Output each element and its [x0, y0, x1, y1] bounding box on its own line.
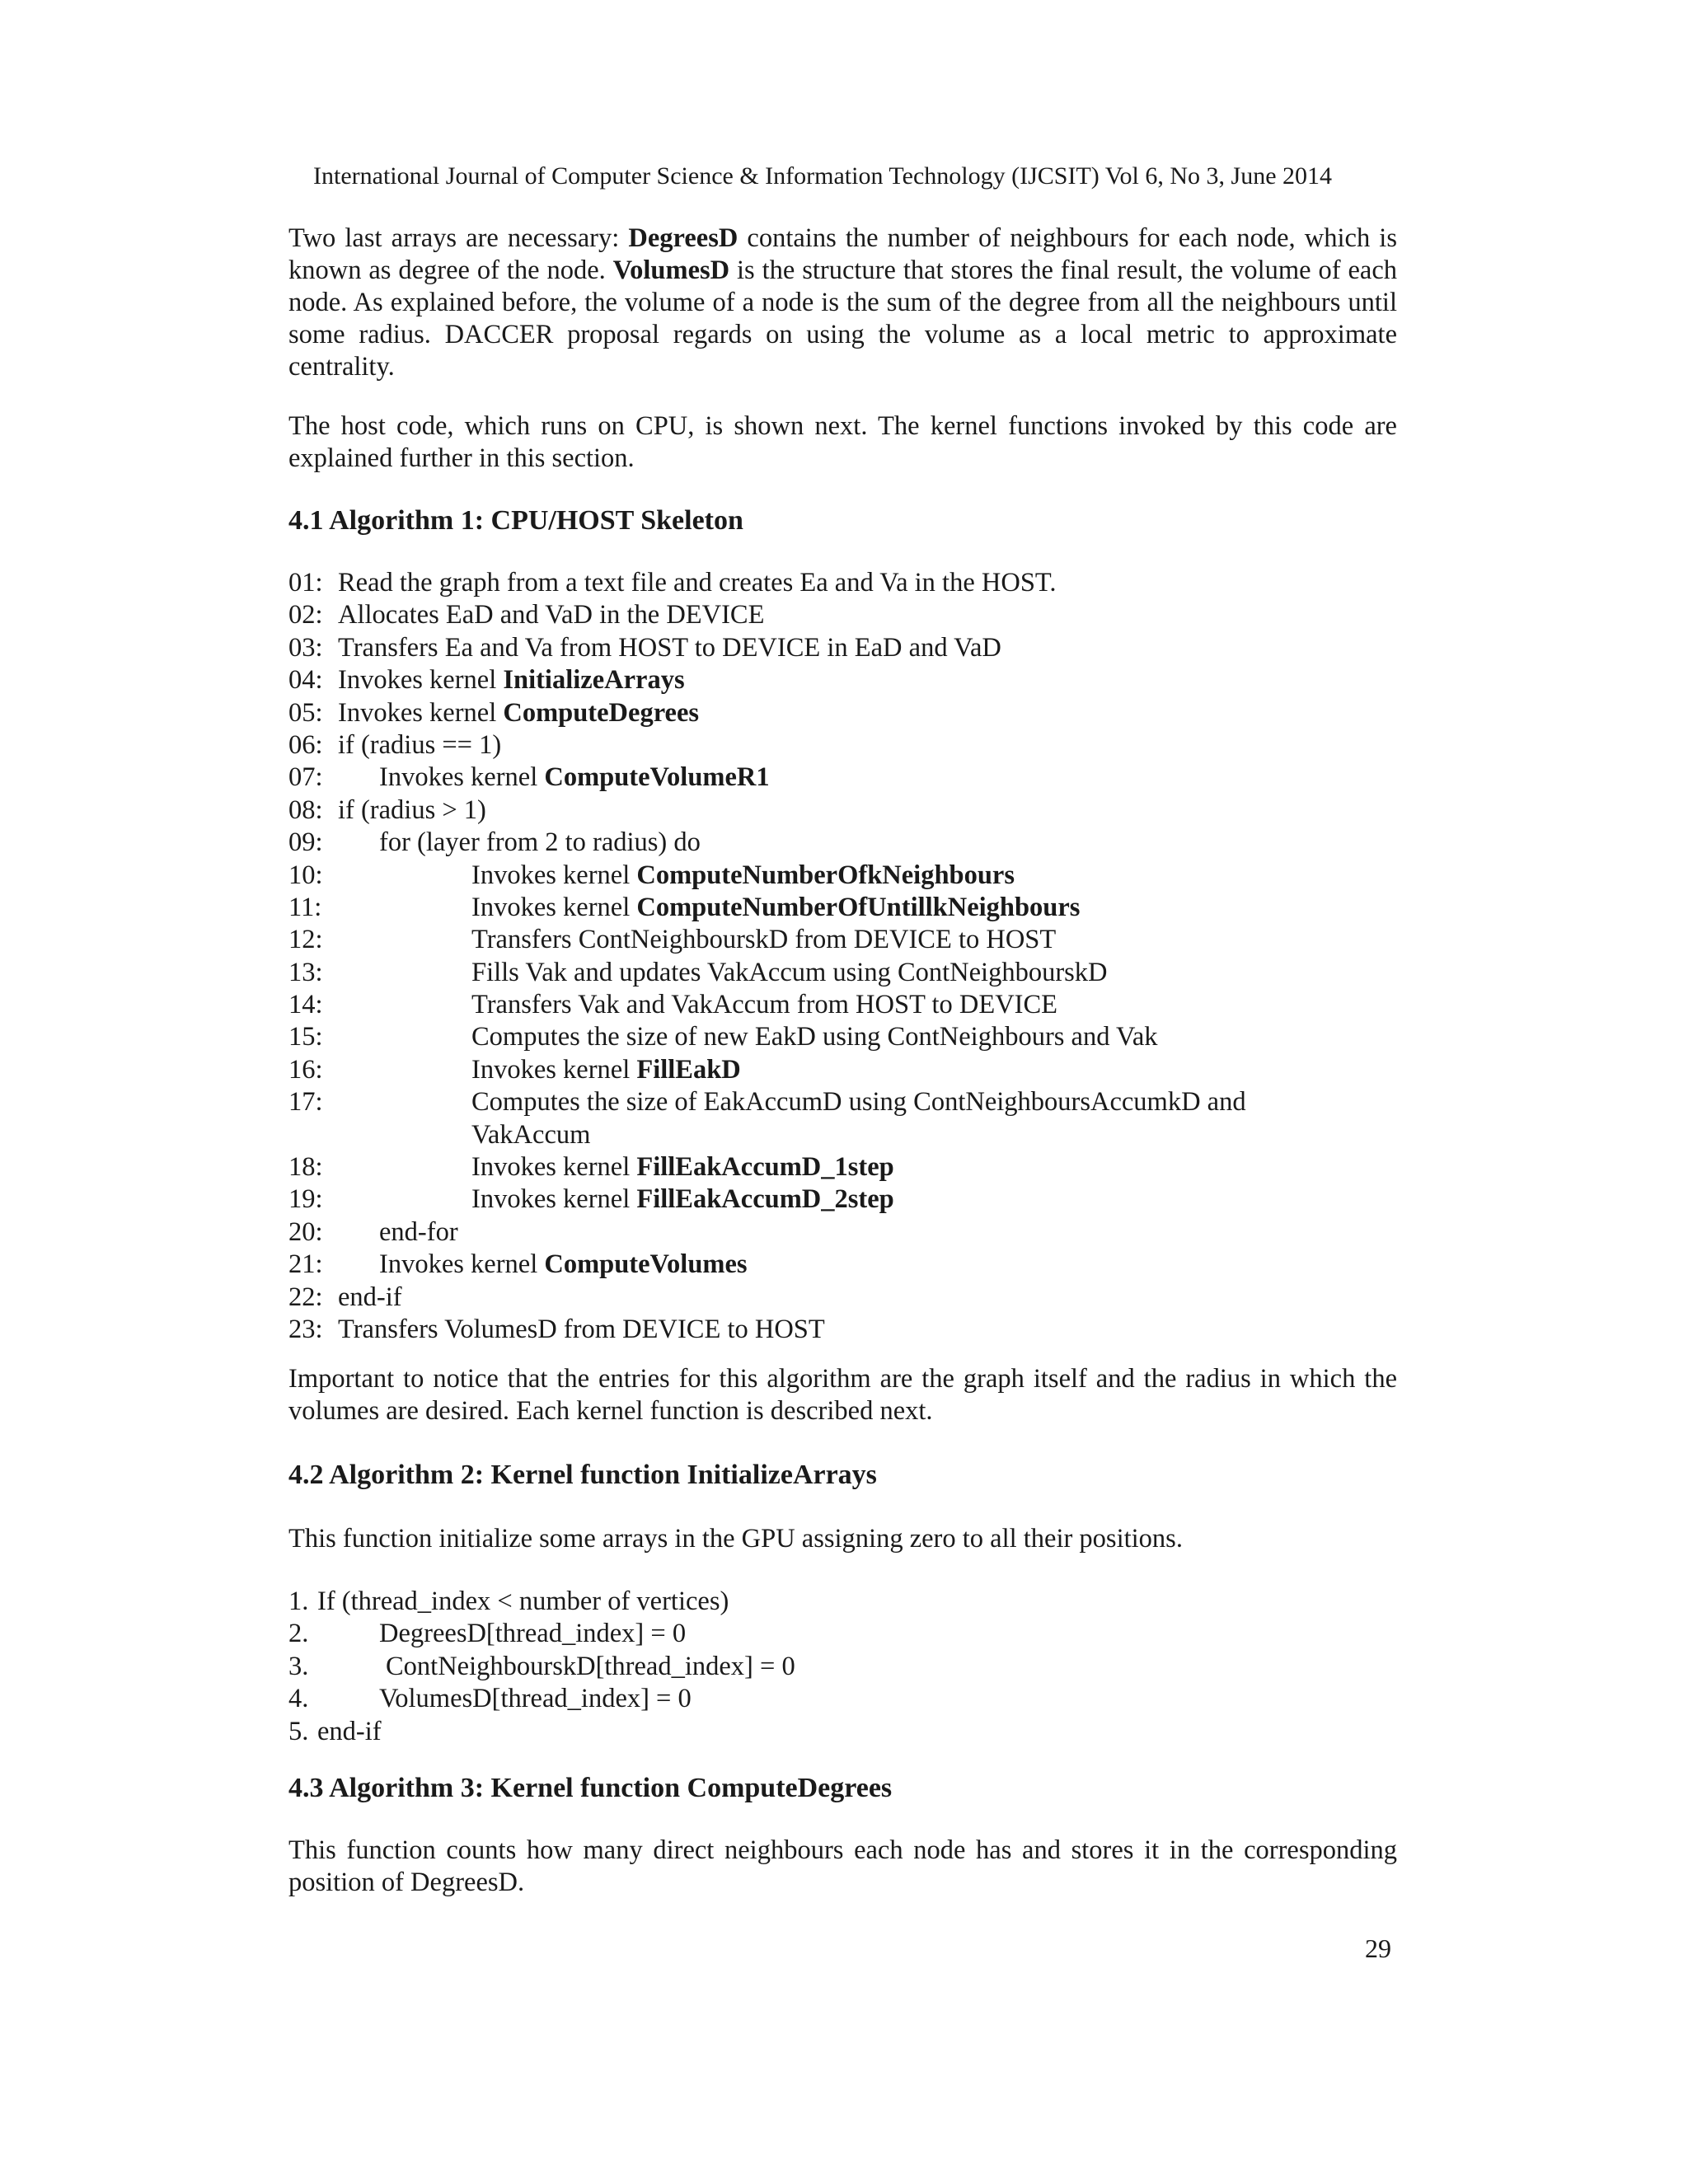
algorithm-line [288, 1119, 1397, 1151]
line-text [471, 1021, 1158, 1053]
algorithm-line [288, 924, 1397, 956]
term-volumesd: VolumesD [612, 255, 730, 285]
line-plain-text: Transfers Vak and VakAccum from HOST to DEVICE [471, 990, 1058, 1020]
step-text: end-if [317, 1716, 382, 1746]
section-4-2 [288, 1457, 1397, 1493]
line-plain-text: Invokes kernel [471, 892, 637, 922]
line-text [338, 664, 685, 696]
step-text: If (thread_index < number of vertices) [317, 1586, 729, 1616]
algorithm-step [288, 1683, 1397, 1715]
intro-paragraph-1 [288, 223, 1397, 383]
line-plain-text: Invokes kernel [338, 665, 504, 696]
algorithm-line [288, 664, 1397, 696]
algorithm-line [288, 794, 1397, 827]
line-plain-text: Transfers ContNeighbourskD from DEVICE to HOST [471, 925, 1057, 955]
algorithm-line [288, 1249, 1397, 1281]
line-number: 18: [288, 1152, 323, 1183]
line-text [379, 1216, 458, 1249]
algorithm-line [288, 1021, 1397, 1053]
line-text [338, 1282, 402, 1314]
line-plain-text: if (radius > 1) [338, 794, 486, 825]
algorithm-line [288, 567, 1397, 599]
kernel-name: ComputeDegrees [503, 697, 700, 728]
line-number: 14: [288, 990, 323, 1020]
intro-text: is the structure that stores the final result, the volume of each node. As explained before, the volume of a node is the sum of the degree from all the neighbours until some radius. DACCER proposal regards on using the volume as a local metric to approximate centrality. [288, 255, 1397, 382]
algorithm-step [288, 1586, 1397, 1618]
algorithm-line [288, 892, 1397, 924]
body-paragraph: This function counts how many direct neighbours each node has and stores it in the corresponding position of DegreesD. [288, 1835, 1397, 1897]
line-text [471, 1183, 894, 1216]
line-text [338, 567, 1056, 599]
intro-text: contains the number of neighbours for each node, which is known as degree of the node. [288, 223, 1397, 285]
line-plain-text: Invokes kernel [471, 1054, 637, 1085]
line-plain-text: end-for [379, 1216, 458, 1247]
step-number: 4. [288, 1684, 309, 1714]
line-plain-text: Allocates EaD and VaD in the DEVICE [338, 600, 765, 630]
intro-paragraph-2 [288, 410, 1397, 475]
running-header: International Journal of Computer Science & Information Technology (IJCSIT) Vol 6, No 3, June 2014 [313, 162, 1333, 190]
section-4-1 [288, 503, 1397, 539]
line-number: 16: [288, 1054, 323, 1085]
algorithm-line [288, 1282, 1397, 1314]
line-number: 11: [288, 892, 322, 922]
line-number: 15: [288, 1022, 323, 1052]
term-degreesd: DegreesD [628, 223, 738, 253]
line-number: 22: [288, 1282, 323, 1312]
step-text: DegreesD[thread_index] = 0 [379, 1619, 687, 1649]
line-plain-text: end-if [338, 1282, 402, 1312]
line-plain-text: Invokes kernel [471, 1152, 637, 1183]
kernel-name: ComputeNumberOfkNeighbours [636, 860, 1015, 890]
line-plain-text: Transfers Ea and Va from HOST to DEVICE in EaD and VaD [338, 632, 1001, 663]
algorithm-line [288, 827, 1397, 859]
line-plain-text: Fills Vak and updates VakAccum using ContNeighbourskD [471, 957, 1108, 987]
line-text [338, 729, 501, 762]
line-plain-text: Invokes kernel [379, 762, 545, 793]
line-plain-text: Invokes kernel [471, 1184, 637, 1215]
line-text [471, 1054, 741, 1086]
kernel-name: FillEakD [636, 1054, 741, 1085]
body-paragraph: Important to notice that the entries for this algorithm are the graph itself and the radius in which the volumes are desired. Each kernel function is described next. [288, 1364, 1397, 1426]
algorithm-line [288, 989, 1397, 1021]
section-heading: 4.1 Algorithm 1: CPU/HOST Skeleton [288, 505, 743, 536]
line-number: 03: [288, 632, 323, 663]
section-4-2-intro [288, 1523, 1397, 1555]
algorithm-line [288, 1054, 1397, 1086]
line-text [471, 1119, 590, 1151]
line-text [471, 1086, 1246, 1118]
algorithm-line [288, 762, 1397, 794]
kernel-name: ComputeNumberOfUntillkNeighbours [636, 892, 1081, 922]
line-number: 23: [288, 1314, 323, 1344]
line-number: 21: [288, 1249, 323, 1280]
line-text [471, 924, 1056, 956]
kernel-name: FillEakAccumD_1step [636, 1152, 894, 1183]
line-number: 17: [288, 1087, 323, 1118]
algorithm-line [288, 860, 1397, 892]
line-number: 12: [288, 925, 323, 955]
algorithm-line [288, 697, 1397, 729]
section-heading: 4.3 Algorithm 3: Kernel function ComputeDegrees [288, 1773, 893, 1803]
line-text [471, 892, 1080, 924]
line-number: 09: [288, 827, 323, 858]
intro-text: The host code, which runs on CPU, is shown next. The kernel functions invoked by this code are explained further in this section. [288, 411, 1397, 473]
algorithm-2-listing [288, 1586, 1397, 1748]
kernel-name: InitializeArrays [503, 665, 685, 696]
kernel-name: ComputeVolumes [544, 1249, 748, 1280]
line-number: 01: [288, 568, 323, 598]
line-text [471, 860, 1015, 892]
line-number: 10: [288, 860, 323, 890]
algorithm-line [288, 1314, 1397, 1346]
algorithm-line [288, 1151, 1397, 1183]
line-text [379, 827, 701, 859]
algorithm-1-note [288, 1363, 1397, 1427]
step-number: 3. [288, 1651, 309, 1681]
line-number: 20: [288, 1216, 323, 1247]
line-plain-text: Read the graph from a text file and creates Ea and Va in the HOST. [338, 568, 1057, 598]
algorithm-1-listing [288, 567, 1397, 1346]
step-text: VolumesD[thread_index] = 0 [379, 1684, 692, 1714]
algorithm-line [288, 599, 1397, 631]
line-text [471, 957, 1108, 989]
line-plain-text: Invokes kernel [379, 1249, 545, 1280]
line-number: 19: [288, 1184, 323, 1215]
section-4-3 [288, 1770, 1397, 1807]
section-4-3-intro [288, 1835, 1397, 1899]
line-plain-text: Invokes kernel [471, 860, 637, 890]
section-heading: 4.2 Algorithm 2: Kernel function InitializeArrays [288, 1460, 877, 1490]
line-number: 06: [288, 729, 323, 760]
kernel-name: ComputeVolumeR1 [544, 762, 770, 793]
line-number: 02: [288, 600, 323, 630]
body-paragraph: This function initialize some arrays in the GPU assigning zero to all their positions. [288, 1524, 1183, 1554]
line-text [338, 1314, 825, 1346]
line-number: 04: [288, 665, 323, 696]
line-text [379, 1249, 748, 1281]
algorithm-step [288, 1716, 1397, 1748]
algorithm-line [288, 1216, 1397, 1249]
line-plain-text: for (layer from 2 to radius) do [379, 827, 701, 858]
line-text [338, 599, 764, 631]
line-plain-text: Computes the size of EakAccumD using ContNeighboursAccumkD and [471, 1087, 1246, 1118]
line-plain-text: Invokes kernel [338, 697, 504, 728]
line-plain-text: Computes the size of new EakD using ContNeighbours and Vak [471, 1022, 1158, 1052]
algorithm-line [288, 632, 1397, 664]
line-text [338, 794, 486, 827]
line-number: 13: [288, 957, 323, 987]
algorithm-line [288, 1086, 1397, 1118]
line-text [338, 697, 699, 729]
algorithm-line [288, 957, 1397, 989]
line-plain-text: VakAccum [471, 1119, 591, 1150]
intro-text: Two last arrays are necessary: [288, 223, 629, 253]
page-number: 29 [1365, 1933, 1391, 1963]
line-number: 08: [288, 794, 323, 825]
algorithm-step [288, 1651, 1397, 1683]
line-text [338, 632, 1001, 664]
step-number: 5. [288, 1716, 309, 1746]
line-text [379, 762, 770, 794]
line-text [471, 1151, 894, 1183]
step-text: ContNeighbourskD[thread_index] = 0 [386, 1651, 795, 1681]
algorithm-line [288, 1183, 1397, 1216]
line-plain-text: if (radius == 1) [338, 729, 502, 760]
line-plain-text: Transfers VolumesD from DEVICE to HOST [338, 1314, 825, 1344]
algorithm-line [288, 729, 1397, 762]
kernel-name: FillEakAccumD_2step [636, 1184, 894, 1215]
step-number: 1. [288, 1586, 309, 1616]
line-number: 07: [288, 762, 323, 793]
step-number: 2. [288, 1619, 309, 1649]
line-number: 05: [288, 697, 323, 728]
line-text [471, 989, 1057, 1021]
algorithm-step [288, 1618, 1397, 1650]
